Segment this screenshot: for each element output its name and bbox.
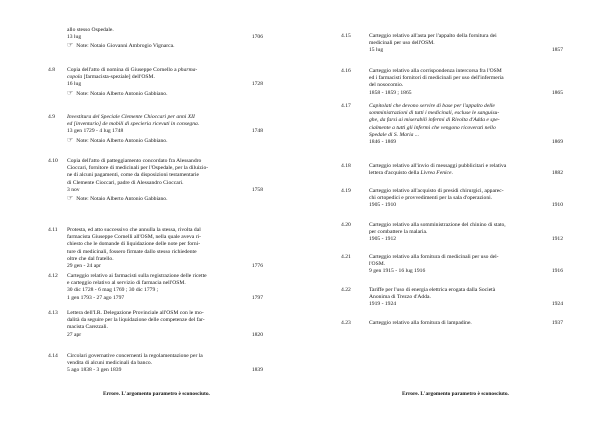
entry-number: 4.16	[341, 68, 351, 74]
entry-number: 4.23	[341, 320, 351, 326]
pointing-hand-icon: ☞	[67, 194, 74, 203]
pointing-hand-icon: ☞	[67, 88, 74, 97]
page-footer-left: Errore. L'argomento parametro è sconosciuto.	[103, 391, 210, 397]
entry-year: 1839	[251, 367, 263, 374]
entry-year: 1728	[251, 81, 263, 88]
entry-year: 1820	[251, 331, 263, 338]
entry-date: 13 lug	[67, 34, 82, 41]
entry-number: 4.19	[341, 188, 351, 194]
entry-note: Note: Notaio Alberto Antonio Gabbiano.	[76, 90, 168, 97]
entry-number: 4.18	[341, 163, 351, 169]
entry-number: 4.14	[48, 353, 58, 359]
entry-date: 1 gen 1793 - 27 ago 1797	[67, 294, 125, 301]
entry-year: 1910	[551, 202, 563, 209]
entry-year: 1937	[551, 320, 563, 326]
entry-year: 1758	[251, 186, 263, 193]
entry-year: 1797	[251, 294, 263, 301]
entry-date: 13 gen 1729 - 4 lug 1748	[67, 128, 124, 135]
entry-year: 1865	[551, 89, 563, 96]
entry-date: 5 ago 1838 - 3 gen 1839	[67, 367, 122, 374]
entry-number: 4.8	[48, 67, 55, 73]
entry-number: 4.15	[341, 33, 351, 39]
entry-date: 1858 - 1859 ; 1865	[369, 89, 412, 96]
entry-year: 1912	[551, 236, 563, 243]
entry-year: 1924	[551, 301, 563, 308]
entry-note: Note: Notaio Alberto Antonio Gabbiano.	[76, 137, 168, 144]
entry-number: 4.11	[48, 227, 58, 233]
entry-note: Note: Notaio Giovanni Ambrogio Vignarca.	[76, 43, 175, 50]
entry-date: 9 gen 1915 - 16 lug 1916	[369, 268, 426, 275]
right-page: 4.15 Carteggio relativo all'asta per l'appalto della fornitura dei medicinali per uso dell'OSM. 15 lug 1857 4.16 Carteggio relativo alla corrispondenza intercorsa fra l'OSM ed i farmacisti fornitori di medicinali per uso dell'infermeria del nosocomio. 1858 - 1859 ; 1865 1865 4.17 Capitolati che devono servire di base per l'appalto delle somministrazioni di tutti i medicinali, escluse le sanguisu- ghe, da farsi ai miserabili infermi di Rivolta d'Adda e spe- cialmente a tutti gli infermi che vengono ricoverati nello Spedale di S. Maria ... 1846 - 1869 1869 4.18 Carteggio relativo all'invio di messaggi pubblicitari e relativa lettera d'acquisto della Livrea Fenice. 1882 4.19 Carteggio relativo all'acquisto di presidi chirurgici, apparec- chi ortopedici e provvedimenti per la sala d'operazioni. 1905 - 1910 1910 4.20 Carteggio relativo alla somministrazione del chinino di stato, per combattere la malaria. 1905 - 1912 1912 4.21 Carteggio relativo alla fornitura di medicinali per uso del- l'OSM. 9 gen 1915 - 16 lug 1916 1916 4.22 Tariffe per l'uso di energia elettrica erogata dalla Società Anonima di Trezzo d'Adda. 1919 - 1924 1924 4.23 Carteggio relativo alla fornitura di lampadine. 1937	[341, 33, 563, 326]
entry-date: 1905 - 1910	[369, 202, 397, 209]
entry-number: 4.12	[48, 273, 58, 279]
entry-number: 4.21	[341, 254, 351, 260]
left-page: allo stesso Ospedale. 13 lug 1706 ☞ Note: Notaio Giovanni Ambrogio Vignarca. 4.8 Copia dell'atto di nomina di Giuseppe Cornello a pharma- copola [farmacista-speziale] dell'OSM. 16 lug 1728 ☞ Note: Notaio Alberto Antonio Gabbiano. 4.9 Investitura del Speciale Clemente Chioccari per anni XII ed [inventario] de mobili di specieria ricevuti in consegna. 13 gen 1729 - 4 lug 1748 1748 ☞ Note: Notaio Alberto Antonio Gabbiano. 4.10 Copia dell'atto di patteggiamento concordato fra Alessandro Cioccari, fornitore di medicinali per l'Ospedale, per la diluizio- ne di alcuni pagamenti, come da disposizioni testamentarie di Clemente Cioccari, padre di Alessandro Cioccari. 3 nov 1758 ☞ Note: Notaio Alberto Antonio Gabbiano. 4.11 Protesta, ed atto successivo che annulla la stessa, rivolta dal farmacista Giuseppe Cornelli all'OSM, nella quale aveva ri- chiesto che le domande di liquidazione delle note per forni- ture di medicinali, fossero firmate dallo stesso richiedente oltre che dal fratello. 29 gen - 24 apr 1776 4.12 Carteggio relativo ai farmacisti sulla registrazione delle ricette e carteggio relativo al servizio di farmacia nell'OSM. 30 dic 1728 - 6 mag 1769 ; 30 dic 1779 ; 1 gen 1793 - 27 ago 1797 1797 4.13 Lettera dell'I.R. Delegazione Provinciale all'OSM con le mo- dalità da seguire per la liquidazione delle competenze del far- macista Carezzali. 27 apr 1820 4.14 Circolari governative concernenti la regolamentazione per la vendita di alcuni medicinali da banco. 5 ago 1838 - 3 gen 1839 1839	[48, 27, 263, 374]
entry-date: 29 gen - 24 apr	[67, 263, 101, 270]
entry-number: 4.9	[48, 114, 55, 120]
entry-number: 4.10	[48, 158, 58, 164]
entry-year: 1882	[551, 170, 563, 177]
entry-number: 4.13	[48, 310, 58, 316]
entry-number: 4.22	[341, 287, 351, 293]
page-footer-right: Errore. L'argomento parametro è sconosciuto.	[402, 391, 509, 397]
pointing-hand-icon: ☞	[67, 135, 74, 144]
entry-year: 1869	[551, 139, 563, 146]
entry-year: 1706	[251, 34, 263, 41]
entry-date: 1846 - 1869	[369, 139, 397, 146]
entry-text: allo stesso Ospedale.	[67, 27, 114, 33]
entry-date: 1905 - 1912	[369, 236, 397, 243]
entry-date: 16 lug	[67, 81, 82, 88]
entry-year: 1776	[251, 263, 263, 270]
entry-number: 4.20	[341, 222, 351, 228]
entry-date: 15 lug	[369, 47, 384, 54]
entry-note: Note: Notaio Alberto Antonio Gabbiano.	[76, 196, 168, 203]
pointing-hand-icon: ☞	[67, 41, 74, 50]
entry-number: 4.17	[341, 103, 351, 109]
entry-date: 27 apr	[67, 331, 82, 338]
entry-year: 1748	[251, 128, 263, 135]
entry-year: 1916	[551, 268, 563, 275]
entry-year: 1857	[551, 47, 563, 54]
entry-date: 1919 - 1924	[369, 301, 397, 308]
entry-date: 3 nov	[67, 186, 80, 193]
